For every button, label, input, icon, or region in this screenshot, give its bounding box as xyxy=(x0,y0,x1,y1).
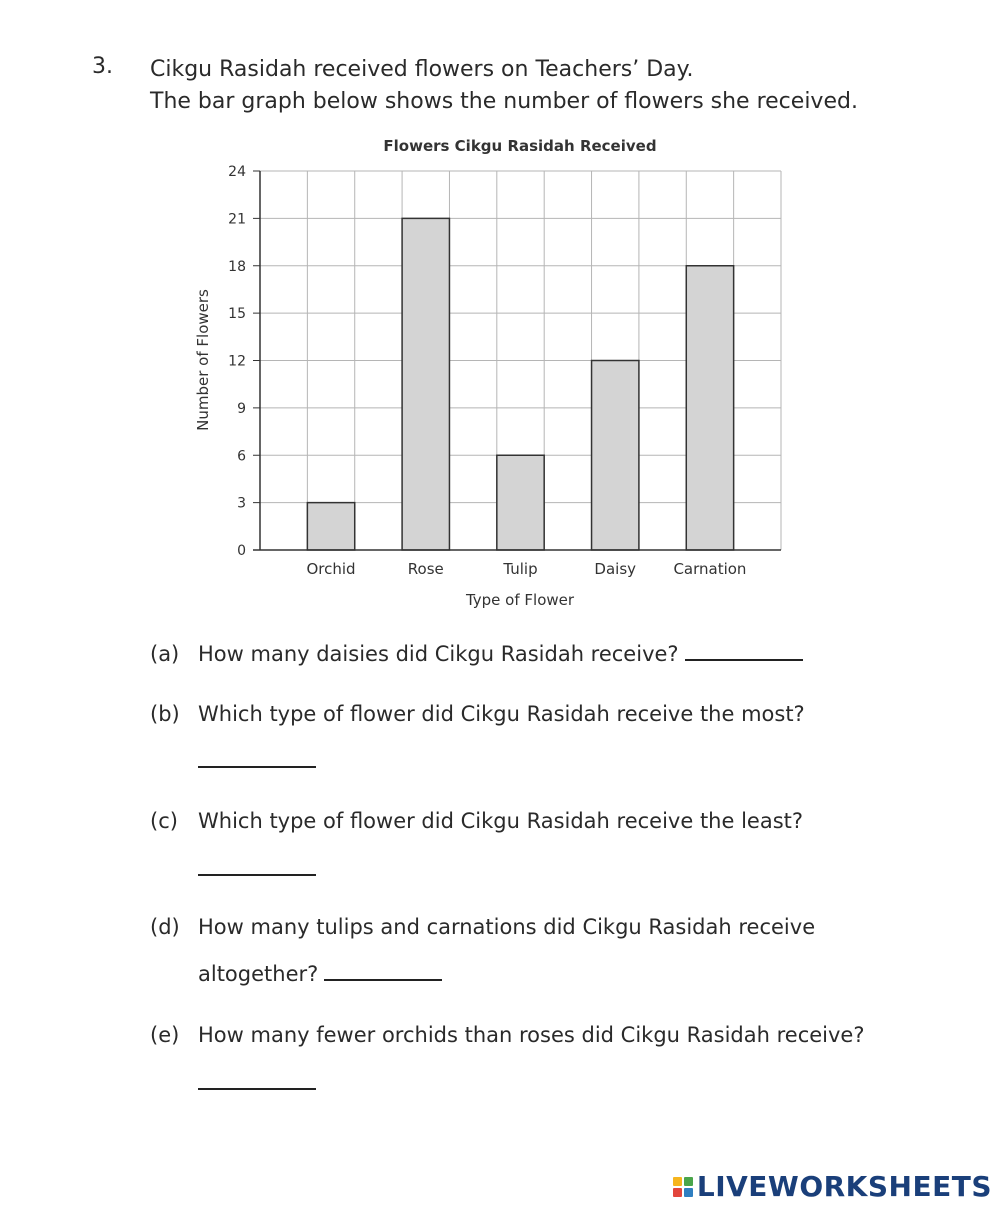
y-tick-label: 9 xyxy=(237,400,246,417)
question-c-text: Which type of flower did Cikgu Rasidah receive the least? xyxy=(198,809,804,833)
answer-blank-b[interactable] xyxy=(198,766,316,768)
chart-title: Flowers Cikgu Rasidah Received xyxy=(383,137,657,155)
bar-orchid xyxy=(307,503,354,550)
intro-line-2: The bar graph below shows the number of flowers she received. xyxy=(150,89,858,114)
question-d-label: (d) xyxy=(150,915,180,939)
question-b-label: (b) xyxy=(150,702,180,726)
bar-rose xyxy=(402,218,449,550)
question-a-label: (a) xyxy=(150,642,180,666)
x-tick-label: Carnation xyxy=(673,560,747,578)
bar-tulip xyxy=(497,455,544,550)
answer-blank-e[interactable] xyxy=(198,1088,316,1090)
answer-blank-c[interactable] xyxy=(198,874,316,876)
y-tick-label: 0 xyxy=(237,543,246,559)
x-tick-label: Rose xyxy=(407,560,444,578)
question-a-text: How many daisies did Cikgu Rasidah receive? xyxy=(198,642,679,666)
question-d-text-2: altogether? xyxy=(198,962,319,986)
y-tick-label: 15 xyxy=(228,306,246,323)
x-tick-label: Tulip xyxy=(503,560,538,578)
question-e-text: How many fewer orchids than roses did Cikgu Rasidah receive? xyxy=(198,1023,865,1047)
x-axis-label: Type of Flower xyxy=(465,591,575,609)
y-tick-label: 12 xyxy=(228,353,246,370)
bar-daisy xyxy=(592,361,639,551)
answer-blank-d[interactable] xyxy=(324,978,442,981)
question-e-label: (e) xyxy=(150,1023,180,1047)
y-tick-label: 3 xyxy=(237,495,246,512)
y-axis-label: Number of Flowers xyxy=(194,289,212,431)
bar-carnation xyxy=(686,266,733,550)
y-tick-label: 21 xyxy=(228,211,246,228)
intro-line-1: Cikgu Rasidah received flowers on Teachers’ Day. xyxy=(150,57,694,82)
logo-text: LIVEWORKSHEETS xyxy=(696,1170,992,1203)
answer-blank-a[interactable] xyxy=(685,658,803,661)
x-tick-label: Orchid xyxy=(306,560,356,578)
question-b-text: Which type of flower did Cikgu Rasidah receive the most? xyxy=(198,702,805,726)
y-tick-label: 6 xyxy=(237,448,246,465)
liveworksheets-logo xyxy=(673,1170,992,1203)
question-c-label: (c) xyxy=(150,809,178,833)
y-tick-label: 24 xyxy=(228,164,246,180)
y-tick-label: 18 xyxy=(228,258,246,275)
question-d-text: How many tulips and carnations did Cikgu Rasidah receive xyxy=(198,915,816,939)
question-number: 3. xyxy=(92,54,113,79)
x-tick-label: Daisy xyxy=(594,560,637,578)
logo-icon xyxy=(673,1177,693,1197)
